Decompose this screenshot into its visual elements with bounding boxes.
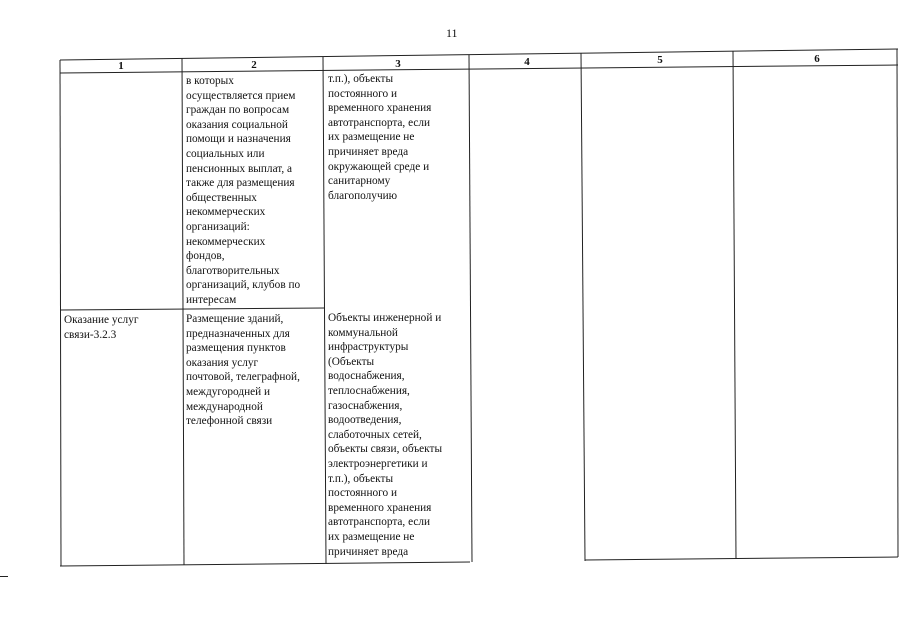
row2-col2-text: Размещение зданий, предназначенных для размещения пунктов оказания услуг почтовой, телеграфной, междугородней и международной телефонной связи (186, 313, 300, 428)
table-bottom-border (60, 562, 470, 566)
col-divider-3-4 (469, 55, 472, 562)
scan-artifact-mark (0, 576, 8, 577)
col-divider-2-3 (323, 57, 326, 564)
header-col-1: 1 (118, 60, 124, 72)
row-separator (60, 308, 325, 310)
row2-col1-text: Оказание услуг связи-3.2.3 (64, 314, 139, 341)
header-col-2: 2 (251, 59, 257, 71)
col-left-border (60, 60, 61, 566)
row2-col3-text: Объекты инженерной и коммунальной инфраструктуры (Объекты водоснабжения, теплоснабжения, газоснабжения, водоотведения, слаботочных сетей, объекты связи, объекты электроэнергетики и т.п.), объекты постоянного и временного хранения автотранспорта, если их размещение не причиняет вреда (328, 312, 443, 558)
header-col-6: 6 (814, 53, 820, 65)
col-right-border (897, 49, 898, 557)
header-col-5: 5 (657, 54, 663, 66)
col-divider-1-2 (182, 58, 184, 565)
table-bottom-border-right (585, 557, 898, 560)
header-col-4: 4 (524, 56, 530, 68)
land-use-table (60, 48, 898, 566)
row1-col2-text: в которых осуществляется прием граждан по вопросам оказания социальной помощи и назначения социальных или пенсионных выплат, а также для размещения общественных некоммерческих организаций: некоммерческих фондов, благотворительных организаций, клубов по интересам (186, 75, 301, 306)
row1-col3-text: т.п.), объекты постоянного и временного хранения автотранспорта, если их размещение не причиняет вреда окружающей среде и санитарному благополучию (328, 73, 432, 202)
col-divider-5-6 (733, 51, 736, 559)
col-divider-4-5 (581, 53, 585, 561)
page-number: 11 (446, 26, 458, 40)
header-col-3: 3 (395, 58, 401, 70)
